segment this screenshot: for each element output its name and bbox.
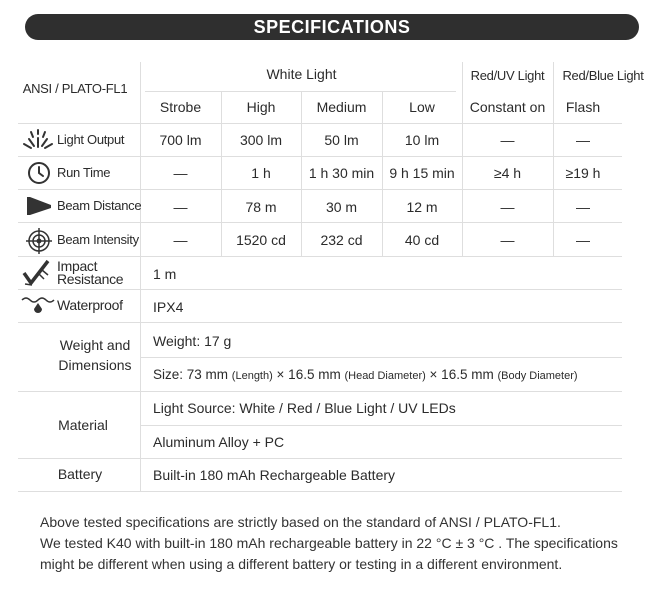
run-time-low: 9 h 15 min [389,165,455,181]
light-output-medium: 50 lm [324,132,359,148]
mode-strobe-header: Strobe [159,99,202,115]
light-output-label: Light Output [57,132,125,147]
run-time-constant-on: ≥4 h [493,165,522,181]
red-uv-group-header: Red/UV Light [470,68,545,83]
impact-icon [22,259,52,292]
row-divider [18,391,622,392]
size-value [153,367,578,384]
impact-label-line2: Resistance [57,271,124,287]
material-body: Aluminum Alloy + PC [153,434,285,450]
beam-icon [27,196,51,221]
run-time-medium: 1 h 30 min [308,165,375,181]
row-divider [18,123,622,124]
column-divider [553,62,554,256]
row-divider [18,491,622,492]
clock-icon [27,161,51,190]
row-divider [18,156,622,157]
size-body-note: (Body Diameter) [497,370,578,382]
beam-distance-high: 78 m [245,199,277,215]
weight-dimensions-label-line2: Dimensions [58,357,132,373]
battery-label: Battery [57,466,103,482]
sunburst-icon [20,127,56,156]
light-output-high: 300 lm [239,132,283,148]
mode-low-header: Low [409,99,435,115]
weight-value: Weight: 17 g [153,333,232,349]
run-time-flash: ≥19 h [565,165,601,181]
mode-constant-on-header: Constant on [469,99,546,115]
mode-flash-header: Flash [565,99,601,115]
beam-intensity-medium: 232 cd [320,232,363,248]
run-time-strobe: — [173,165,188,181]
beam-distance-label: Beam Distance [57,198,142,213]
row-divider [140,425,622,426]
size-mid2: × 16.5 mm [429,367,494,382]
footer-notes [40,512,640,575]
beam-distance-constant-on: — [500,199,515,215]
light-output-low: 10 lm [404,132,440,148]
size-prefix: Size: 73 mm [153,367,229,382]
material-label: Material [58,417,108,433]
row-divider [18,256,622,257]
column-divider [140,62,141,491]
footer-line-3: might be different when using a different battery or testing in a different environment. [40,556,563,572]
row-divider [18,222,622,223]
battery-value: Built-in 180 mAh Rechargeable Battery [153,467,396,483]
run-time-label: Run Time [57,165,111,180]
standard-label: ANSI / PLATO-FL1 [22,81,128,96]
light-output-constant-on: — [500,132,515,148]
beam-distance-medium: 30 m [325,199,358,215]
footer-line-1: Above tested specifications are strictly based on the standard of ANSI / PLATO-FL1. [40,514,561,530]
beam-intensity-low: 40 cd [404,232,440,248]
row-divider [18,189,622,190]
weight-dimensions-label-line1: Weight and [59,337,131,353]
size-mid1: × 16.5 mm [276,367,341,382]
row-divider [18,322,622,323]
material-light-source: Light Source: White / Red / Blue Light / UV LEDs [153,400,456,416]
footer-line-2: We tested K40 with built-in 180 mAh rechargeable battery in 22 °C ± 3 °C . The specifications [40,535,618,551]
beam-distance-flash: — [576,199,590,215]
light-output-strobe: 700 lm [159,132,202,148]
column-divider [462,62,463,256]
specifications-banner: SPECIFICATIONS [25,14,639,40]
size-head-note: (Head Diameter) [344,370,426,382]
impact-label-line1: Impact [57,258,98,274]
beam-intensity-high: 1520 cd [236,232,286,248]
impact-value: 1 m [153,266,177,282]
size-length-note: (Length) [231,370,273,382]
waterproof-value: IPX4 [153,299,184,315]
white-light-group-header: White Light [266,66,337,82]
beam-distance-strobe: — [173,199,188,215]
crosshair-icon [26,228,52,259]
beam-intensity-label: Beam Intensity [57,232,139,247]
row-divider [18,289,622,290]
water-drop-icon [20,294,56,321]
mode-medium-header: Medium [316,99,367,115]
row-divider [18,458,622,459]
beam-intensity-constant-on: — [500,232,515,248]
mode-high-header: High [246,99,276,115]
light-output-flash: — [576,132,590,148]
beam-intensity-strobe: — [173,232,188,248]
beam-intensity-flash: — [576,232,590,248]
run-time-high: 1 h [251,165,271,181]
row-divider [140,357,622,358]
waterproof-label: Waterproof [57,297,123,313]
beam-distance-low: 12 m [406,199,438,215]
red-blue-group-header: Red/Blue Light [562,68,644,83]
